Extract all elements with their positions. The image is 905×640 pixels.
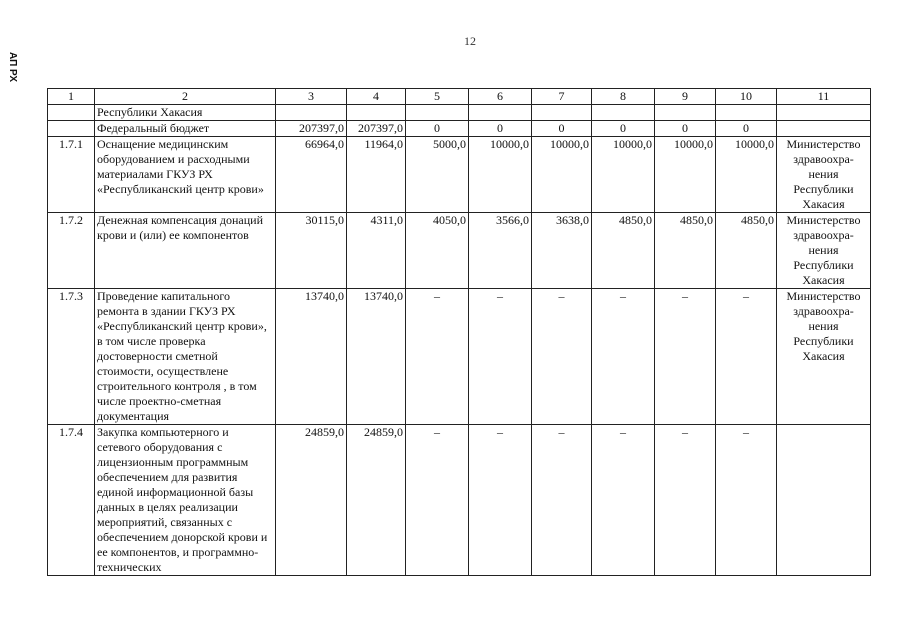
value-cell: – (406, 425, 469, 576)
value-cell: 3566,0 (469, 213, 532, 289)
header-cell: 6 (469, 89, 532, 105)
header-row (48, 89, 871, 105)
header-cell: 3 (276, 89, 347, 105)
value-cell: 0 (532, 121, 592, 137)
value-cell: 10000,0 (716, 137, 777, 213)
value-cell: 24859,0 (347, 425, 406, 576)
table-row (48, 213, 871, 289)
row-title: Оснащение медицинским оборудованием и расходными материалами ГКУЗ РХ «Республиканский центр крови» (95, 137, 276, 213)
value-cell: – (469, 425, 532, 576)
row-title: Проведение капитального ремонта в здании ГКУЗ РХ «Республиканский центр крови», в том числе проверка достоверности сметной стоимости, осуществлене строительного контроля , в том числе проектно-сметная документация (95, 289, 276, 425)
program-table (47, 88, 871, 576)
header-cell: 7 (532, 89, 592, 105)
row-title: Денежная компенсация донаций крови и (или) ее компонентов (95, 213, 276, 289)
value-cell: 4050,0 (406, 213, 469, 289)
value-cell: 11964,0 (347, 137, 406, 213)
row-number: 1.7.3 (48, 289, 95, 425)
row-title: Республики Хакасия (95, 105, 276, 121)
value-cell: 0 (406, 121, 469, 137)
header-cell: 2 (95, 89, 276, 105)
executor-cell (777, 121, 871, 137)
page-number: 12 (464, 34, 476, 48)
executor-cell: Министерство здравоохра-нения Республики Хакасия (777, 289, 871, 425)
value-cell: – (592, 289, 655, 425)
value-cell: 10000,0 (655, 137, 716, 213)
row-number (48, 105, 95, 121)
value-cell: 10000,0 (469, 137, 532, 213)
row-number (48, 121, 95, 137)
row-number: 1.7.2 (48, 213, 95, 289)
header-cell: 11 (777, 89, 871, 105)
value-cell (406, 105, 469, 121)
table-row (48, 425, 871, 576)
value-cell: 3638,0 (532, 213, 592, 289)
value-cell: 4850,0 (716, 213, 777, 289)
value-cell: – (469, 289, 532, 425)
value-cell: – (716, 425, 777, 576)
table-row (48, 289, 871, 425)
row-number: 1.7.4 (48, 425, 95, 576)
row-title: Федеральный бюджет (95, 121, 276, 137)
value-cell: 0 (469, 121, 532, 137)
value-cell: – (655, 425, 716, 576)
header-cell: 4 (347, 89, 406, 105)
value-cell: 0 (655, 121, 716, 137)
value-cell (655, 105, 716, 121)
value-cell: 0 (716, 121, 777, 137)
header-cell: 5 (406, 89, 469, 105)
value-cell: – (592, 425, 655, 576)
value-cell: – (532, 289, 592, 425)
header-cell: 8 (592, 89, 655, 105)
value-cell: 66964,0 (276, 137, 347, 213)
value-cell: 4311,0 (347, 213, 406, 289)
value-cell: 207397,0 (276, 121, 347, 137)
row-number: 1.7.1 (48, 137, 95, 213)
value-cell: 10000,0 (592, 137, 655, 213)
value-cell: 10000,0 (532, 137, 592, 213)
header-cell: 10 (716, 89, 777, 105)
table-row (48, 105, 871, 121)
value-cell: 4850,0 (655, 213, 716, 289)
executor-cell (777, 105, 871, 121)
executor-cell (777, 425, 871, 576)
side-stamp: АП РХ (7, 52, 18, 83)
header-cell: 9 (655, 89, 716, 105)
value-cell: 4850,0 (592, 213, 655, 289)
value-cell: 30115,0 (276, 213, 347, 289)
value-cell (276, 105, 347, 121)
value-cell: 207397,0 (347, 121, 406, 137)
value-cell: – (716, 289, 777, 425)
value-cell (716, 105, 777, 121)
value-cell: – (532, 425, 592, 576)
value-cell (532, 105, 592, 121)
value-cell: 13740,0 (347, 289, 406, 425)
value-cell: 0 (592, 121, 655, 137)
header-cell: 1 (48, 89, 95, 105)
value-cell (592, 105, 655, 121)
value-cell: 13740,0 (276, 289, 347, 425)
row-title: Закупка компьютерного и сетевого оборудования с лицензионным программным обеспечением для развития единой информационной базы данных в целях реализации мероприятий, связанных с обеспечением донорской крови и ее компонентов, и программно-технических (95, 425, 276, 576)
value-cell: 24859,0 (276, 425, 347, 576)
value-cell (347, 105, 406, 121)
executor-cell: Министерство здравоохра-нения Республики Хакасия (777, 213, 871, 289)
executor-cell: Министерство здравоохра-нения Республики Хакасия (777, 137, 871, 213)
value-cell (469, 105, 532, 121)
value-cell: 5000,0 (406, 137, 469, 213)
value-cell: – (655, 289, 716, 425)
value-cell: – (406, 289, 469, 425)
table-row (48, 121, 871, 137)
table-row (48, 137, 871, 213)
